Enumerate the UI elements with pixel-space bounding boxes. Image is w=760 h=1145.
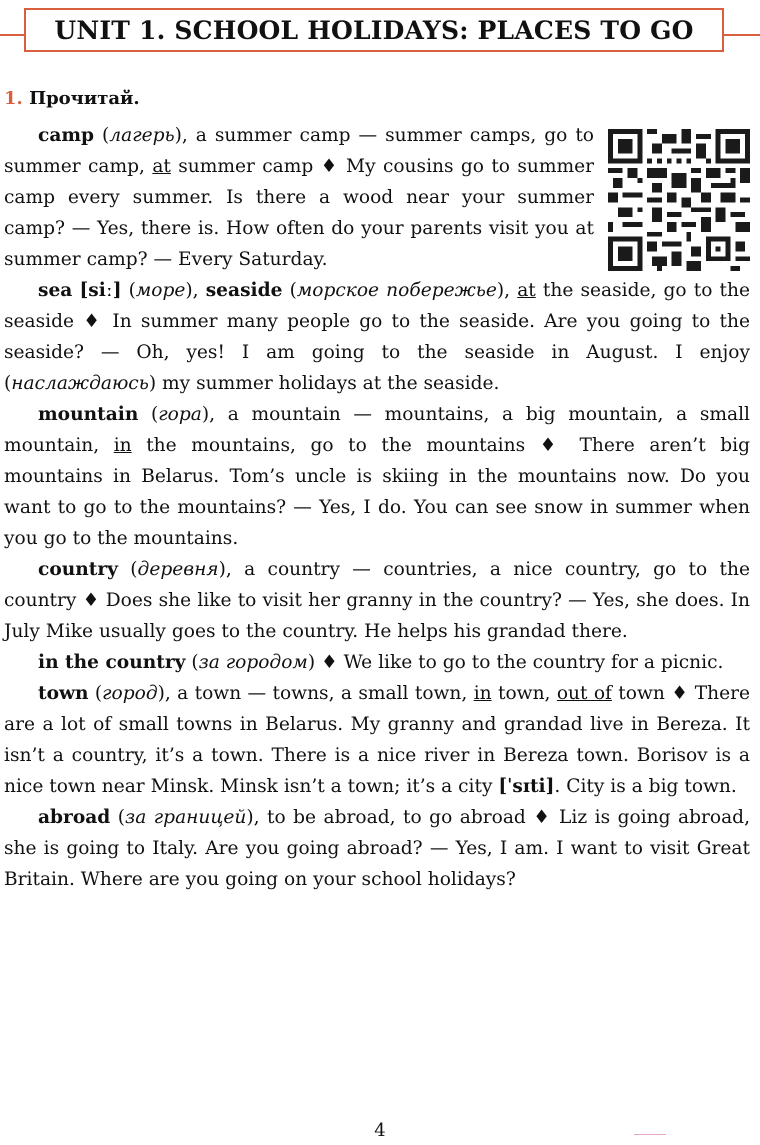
underlined-preposition: out of [556,683,612,704]
headword: town [38,683,89,704]
entry-abroad: abroad (за границей), to be abroad, to go abroad ♦ Liz is going abroad, she is going to Italy. Are you going abroad? — Yes, I am. I want to visit Great Britain. Where are you going on your school holidays? [4,807,750,890]
headword: abroad [38,807,111,828]
entry-camp: camp (лагерь), a summer camp — summer camps, go to summer camp, at summer camp ♦ My cousins go to summer camp every summer. Is there a wood near your summer camp? — Yes, there is. How often do your parents visit you at summer camp? — Every Saturday. [4,125,594,270]
headword: mountain [38,404,139,425]
entry-in-the-country: in the country (за городом) ♦ We like to go to the country for a picnic. [38,652,724,673]
underlined-preposition: in [113,435,132,456]
headword: country [38,559,118,580]
exercise-number: 1. [4,88,23,109]
transcription: [ˈsɪti] [498,776,555,797]
unit-title: UNIT 1. SCHOOL HOLIDAYS: PLACES TO GO [54,15,694,45]
translation: лагерь [109,125,175,146]
headword: camp [38,125,95,146]
entry-country: country (деревня), a country — countries, a nice country, go to the country ♦ Does she like to visit her granny in the country? — Yes, she does. In July Mike usually goes to the country. He helps his grandad there. [4,559,750,642]
transcription: [siː] [79,280,122,301]
headword: in the country [38,652,186,673]
entry-town: town (город), a town — towns, a small town, in town, out of town ♦ There are a lot of small towns in Belarus. My granny and grandad live in Bereza. It isn’t a country, it’s a town. There is a nice river in Bereza town. Borisov is a nice town near Minsk. Minsk isn’t a town; it’s a city [ˈsɪti]. City is a big town. [4,683,750,797]
underlined-preposition: at [517,280,536,301]
translation: за границей [125,807,247,828]
translation: деревня [137,559,219,580]
translation: город [102,683,158,704]
translation: за городом [198,652,308,673]
translation: морское побережье [296,280,497,301]
headword: sea [38,280,73,301]
translation: наслаждаюсь [11,373,149,394]
exercise-heading [4,88,140,109]
translation: море [135,280,186,301]
page-number: 4 [374,1120,386,1141]
underlined-preposition: in [473,683,492,704]
underlined-preposition: at [152,156,171,177]
entry-sea: sea [siː] (море), seaside (морское побережье), at the seaside, go to the seaside ♦ In summer many people go to the seaside. Are you going to the seaside? — Oh, yes! I am going to the seaside in August. I enjoy (наслаждаюсь) my summer holidays at the seaside. [4,280,750,394]
translation: гора [158,404,202,425]
entry-mountain: mountain (гора), a mountain — mountains, a big mountain, a small mountain, in the mountains, go to the mountains ♦ There aren’t big mountains in Belarus. Tom’s uncle is skiing in the mountains now. Do you want to go to the mountains? — Yes, I do. You can see snow in summer when you go to the mountains. [4,404,750,549]
corner-mark [634,1134,666,1145]
exercise-instruction: Прочитай. [29,88,140,109]
vocabulary-text [4,120,750,895]
headword: seaside [205,280,283,301]
unit-header [24,8,724,52]
